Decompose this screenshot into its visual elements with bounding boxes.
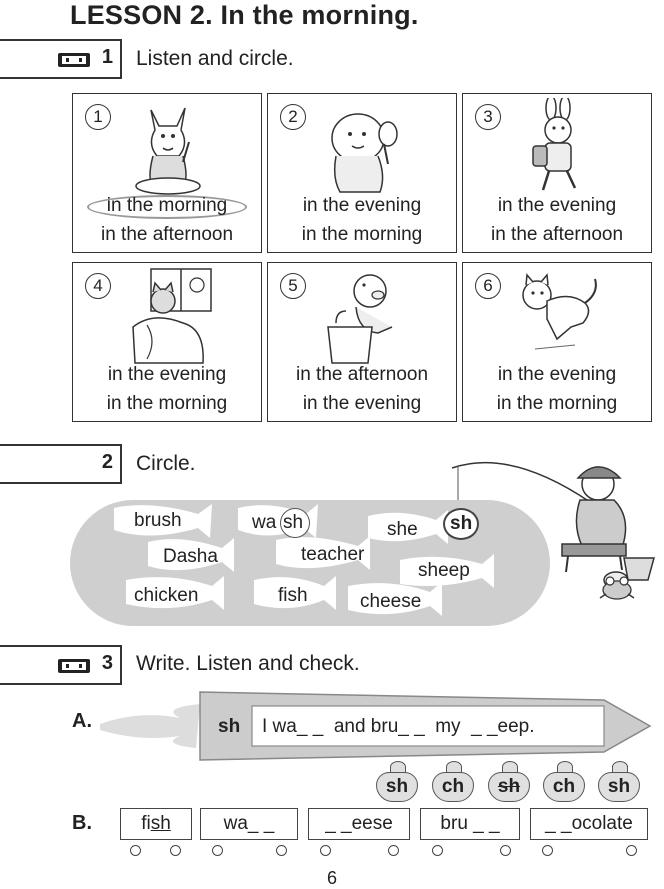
exercise-2-instruction: Circle. — [136, 452, 196, 475]
frog-image — [592, 572, 642, 602]
wheel — [542, 845, 553, 856]
exercise-1-instruction: Listen and circle. — [136, 47, 294, 70]
wheel — [170, 845, 181, 856]
word-part: _ _ocolate — [545, 813, 633, 834]
option-line-1[interactable]: in the evening — [497, 364, 617, 385]
sound-bag: sh — [598, 772, 640, 802]
option-line-1[interactable]: in the morning — [106, 195, 228, 216]
exercise-3-number: 3 — [101, 652, 113, 674]
wheel — [626, 845, 637, 856]
word-box-4[interactable] — [420, 808, 520, 840]
wheel — [388, 845, 399, 856]
label-b: B. — [72, 812, 92, 834]
sound-bag: ch — [543, 772, 585, 802]
option-line-2[interactable]: in the morning — [301, 224, 423, 245]
exercise-3-instruction: Write. Listen and check. — [136, 652, 360, 675]
wheel — [500, 845, 511, 856]
sound-bag: ch — [432, 772, 474, 802]
picture-card-4 — [72, 262, 262, 422]
hamster-brushing-hair-image — [318, 98, 408, 196]
word-part: _ _eese — [325, 813, 393, 834]
word-cheese[interactable]: cheese — [360, 591, 422, 612]
option-line-2[interactable]: in the evening — [302, 393, 422, 414]
card-number: 6 — [475, 273, 501, 299]
exercise-3-bar — [0, 645, 122, 685]
card-number: 1 — [85, 104, 111, 130]
word-box-2[interactable] — [200, 808, 298, 840]
sound-bag: sh — [376, 772, 418, 802]
picture-card-3 — [462, 93, 652, 253]
sound-bag-crossed: sh — [488, 772, 530, 802]
wheel — [212, 845, 223, 856]
word-dasha[interactable]: Dasha — [163, 546, 218, 567]
option-line-1[interactable]: in the evening — [107, 364, 227, 385]
pig-washing-hands-image — [318, 267, 408, 365]
word-part: bru _ _ — [440, 813, 500, 834]
word-box-3[interactable] — [308, 808, 410, 840]
card-number: 2 — [280, 104, 306, 130]
word-box-1[interactable] — [120, 808, 192, 840]
picture-card-1 — [72, 93, 262, 253]
picture-card-2 — [267, 93, 457, 253]
exercise-1-number: 1 — [101, 46, 113, 68]
picture-card-5 — [267, 262, 457, 422]
option-line-1[interactable]: in the evening — [302, 195, 422, 216]
word-sh-example: sh — [450, 513, 473, 534]
card-number: 5 — [280, 273, 306, 299]
lesson-title: LESSON 2. In the morning. — [70, 0, 419, 30]
cat-at-window-image — [123, 267, 213, 365]
word-fish[interactable]: fish — [278, 585, 308, 606]
running-cat-image — [513, 267, 603, 365]
arrow-tag: sh — [218, 716, 241, 737]
wheel — [276, 845, 287, 856]
option-line-2[interactable]: in the afternoon — [100, 224, 234, 245]
word-part: wa_ _ — [223, 813, 275, 834]
word-teacher[interactable]: teacher — [301, 544, 365, 565]
wheel — [130, 845, 141, 856]
fox-brushing-teeth-image — [123, 98, 213, 196]
word-box-5[interactable] — [530, 808, 648, 840]
label-a: A. — [72, 710, 92, 732]
picture-card-6 — [462, 262, 652, 422]
wheel — [432, 845, 443, 856]
answer-example: sh — [150, 813, 171, 834]
card-number: 4 — [85, 273, 111, 299]
rabbit-with-schoolbag-image — [513, 98, 603, 196]
exercise-2-number: 2 — [101, 451, 113, 473]
word-brush[interactable]: brush — [134, 510, 182, 531]
word-part: fi — [141, 813, 151, 834]
option-line-1[interactable]: in the afternoon — [295, 364, 429, 385]
word-she[interactable]: she — [387, 519, 418, 540]
word-chicken[interactable]: chicken — [134, 585, 199, 606]
option-line-2[interactable]: in the afternoon — [490, 224, 624, 245]
page-number: 6 — [326, 868, 337, 888]
option-line-1[interactable]: in the evening — [497, 195, 617, 216]
exercise-1-bar — [0, 39, 122, 79]
cassette-icon — [58, 53, 90, 67]
sentence-a[interactable]: I wa_ _ and bru_ _ my _ _eep. — [262, 716, 535, 737]
word-wash-part[interactable]: wa — [252, 512, 277, 533]
card-number: 3 — [475, 104, 501, 130]
exercise-2-bar — [0, 444, 122, 484]
option-line-2[interactable]: in the morning — [496, 393, 618, 414]
wheel — [320, 845, 331, 856]
option-line-2[interactable]: in the morning — [106, 393, 228, 414]
cassette-icon — [58, 659, 90, 673]
word-wash-sh[interactable]: sh — [283, 512, 304, 533]
word-sheep[interactable]: sheep — [418, 560, 470, 581]
